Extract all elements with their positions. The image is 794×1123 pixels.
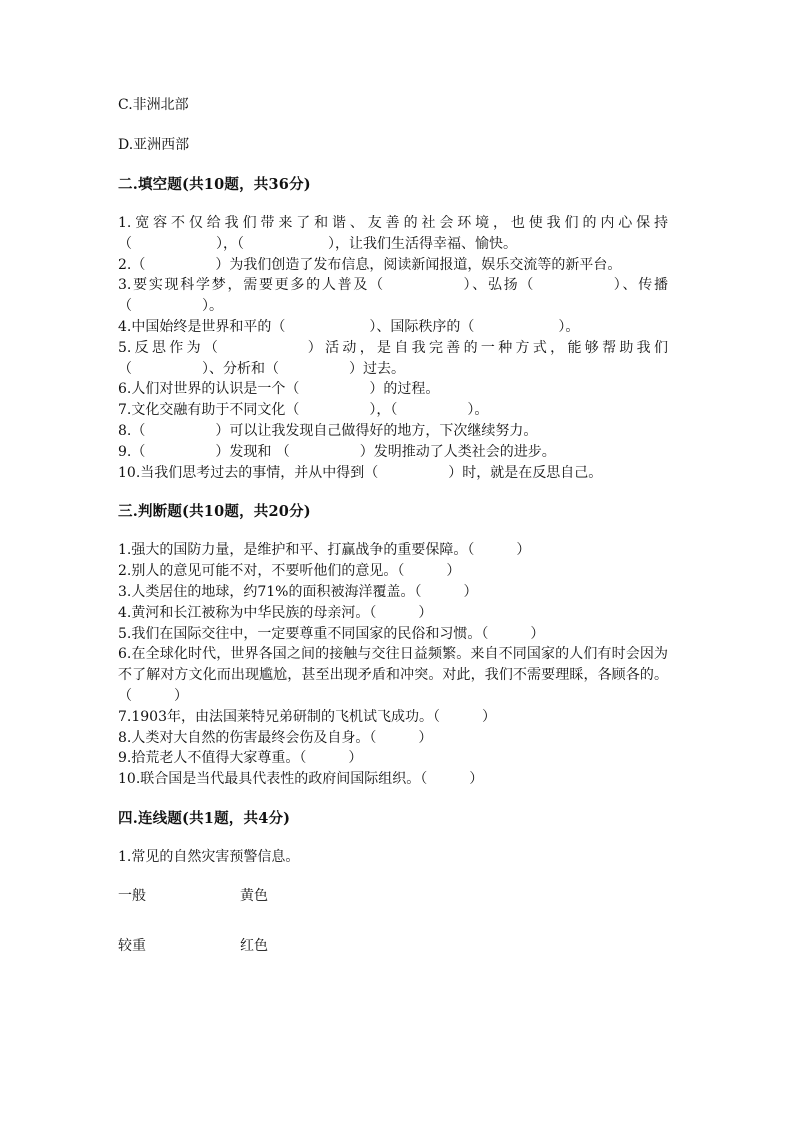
fill-blank-question: 8.（ ）可以让我发现自己做得好的地方，下次继续努力。 xyxy=(118,422,538,439)
true-false-question: 6.在全球化时代，世界各国之间的接触与交往日益频繁。来自不同国家的人们有时会因为不了解对方文化而出现尴尬，甚至出现矛盾和冲突。对此，我们不需要理睬，各顾各的。（ ） xyxy=(118,646,668,704)
true-false-question: 7.1903年，由法国莱特兄弟研制的飞机试飞成功。（ ） xyxy=(118,708,496,725)
fill-blank-question: 6.人们对世界的认识是一个（ ）的过程。 xyxy=(118,381,440,398)
matching-row xyxy=(118,936,668,956)
true-false-question: 4.黄河和长江被称为中华民族的母亲河。（ ） xyxy=(118,604,433,621)
fill-blank-question: 4.中国始终是世界和平的（ ）、国际秩序的（ ）。 xyxy=(118,318,580,335)
fill-blank-question: 1.宽容不仅给我们带来了和谐、友善的社会环境，也使我们的内心保持（ ），（ ），让我们生活得幸福、愉快。 xyxy=(118,215,668,252)
true-false-question: 9.拾荒老人不值得大家尊重。（ ） xyxy=(118,750,363,767)
true-false-question: 1.强大的国防力量，是维护和平、打赢战争的重要保障。（ ） xyxy=(118,542,531,559)
true-false-list xyxy=(118,540,668,790)
matching-title: 四.连线题(共1题，共4分) xyxy=(118,809,291,827)
matching-right-item: 黄色 xyxy=(240,887,268,904)
fill-blank-question: 5.反思作为（ ）活动，是自我完善的一种方式，能够帮助我们（ ）、分析和（ ）过去。 xyxy=(118,339,668,377)
true-false-question: 8.人类对大自然的伤害最终会伤及自身。（ ） xyxy=(118,729,433,746)
matching-left-item: 一般 xyxy=(118,887,146,904)
true-false-question: 10.联合国是当代最具代表性的政府间国际组织。（ ） xyxy=(118,771,484,788)
matching-right-item: 红色 xyxy=(240,937,268,954)
option-c: C.非洲北部 xyxy=(118,97,189,113)
fill-blank-question: 3.要实现科学梦，需要更多的人普及（ ）、弘扬（ ）、传播（ ）。 xyxy=(118,277,668,315)
fill-blank-title: 二.填空题(共10题，共36分) xyxy=(118,176,311,193)
true-false-question: 2.别人的意见可能不对，不要听他们的意见。（ ） xyxy=(118,563,461,580)
matching-row xyxy=(118,886,668,906)
fill-blank-question: 10.当我们思考过去的事情，并从中得到（ ）时，就是在反思自己。 xyxy=(118,464,603,481)
true-false-title: 三.判断题(共10题，共20分) xyxy=(118,503,311,521)
option-d: D.亚洲西部 xyxy=(118,137,190,153)
exam-page xyxy=(118,95,668,956)
true-false-question: 5.我们在国际交往中，一定要尊重不同国家的民俗和习惯。（ ） xyxy=(118,625,545,642)
fill-blank-list xyxy=(118,213,668,483)
true-false-question: 3.人类居住的地球，约71%的面积被海洋覆盖。（ ） xyxy=(118,583,478,600)
fill-blank-question: 7.文化交融有助于不同文化（ ），（ ）。 xyxy=(118,402,489,419)
fill-blank-question: 2.（ ）为我们创造了发布信息，阅读新闻报道，娱乐交流等的新平台。 xyxy=(118,256,622,273)
fill-blank-question: 9.（ ）发现和 （ ）发明推动了人类社会的进步。 xyxy=(118,443,556,460)
matching-question: 1.常见的自然灾害预警信息。 xyxy=(118,848,300,865)
matching-left-item: 较重 xyxy=(118,937,146,954)
